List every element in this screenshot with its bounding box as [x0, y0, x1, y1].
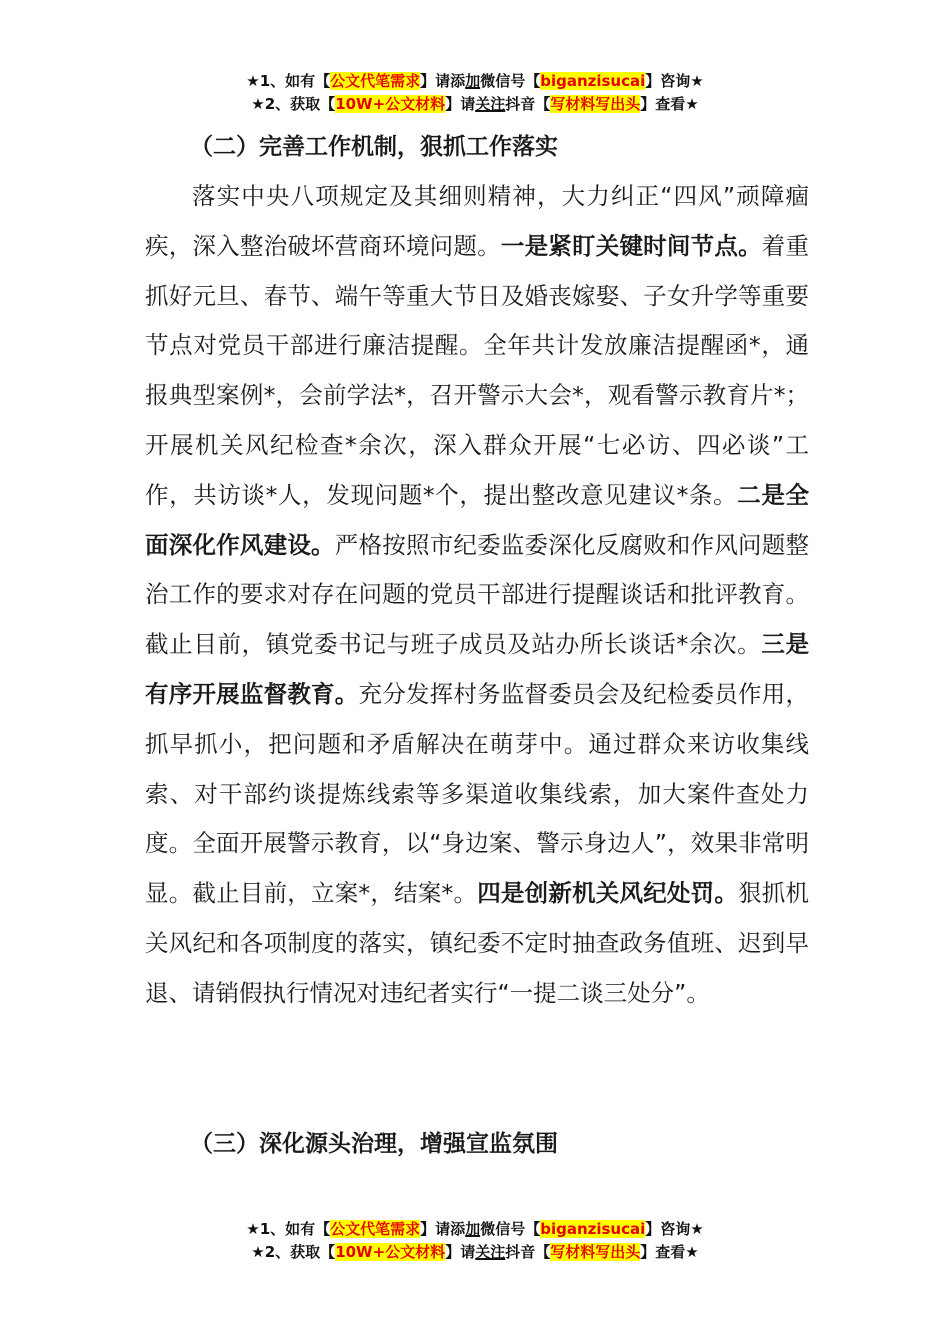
banner-highlight: 写材料写出头: [550, 1243, 641, 1261]
banner-text: 微信号【: [480, 1220, 541, 1238]
banner-text: 】请: [445, 1243, 476, 1261]
banner-highlight: biganzisucai: [540, 72, 646, 90]
paragraph-text: 落实中央八项规定及其细则精神，大力纠正“四风”顽障痼疾，深入整治破坏营商环境问题。: [145, 182, 809, 260]
banner-text: 】请: [445, 95, 476, 113]
section-heading-3: （三）深化源头治理，增强宣监氛围: [190, 1131, 558, 1157]
banner-text: 抖音【: [505, 1243, 551, 1261]
banner-text: 】查看★: [640, 95, 699, 113]
banner-text: 】查看★: [640, 1243, 699, 1261]
item-title: 四是创新机关风纪处罚。: [477, 879, 739, 908]
banner-line-2: [0, 93, 950, 116]
banner-text: ★1、如有【: [246, 1220, 331, 1238]
banner-highlight: 写材料写出头: [550, 95, 641, 113]
banner-line-2: [0, 1241, 950, 1264]
footer-banner: [0, 1218, 950, 1264]
item-title: 二是全面深化作风建设。: [145, 480, 810, 559]
item-title: 三是有序开展监督教育。: [145, 630, 810, 708]
banner-text: 】请添: [420, 72, 466, 90]
section-heading-2: （二）完善工作机制，狠抓工作落实: [190, 134, 558, 160]
banner-text: 关注: [475, 1243, 506, 1261]
banner-text: 加: [465, 72, 481, 90]
banner-highlight: biganzisucai: [540, 1220, 646, 1238]
banner-text: 】咨询★: [645, 72, 704, 90]
banner-text: 】咨询★: [645, 1220, 704, 1238]
banner-text: ★2、获取【: [251, 1243, 336, 1261]
banner-line-1: [0, 70, 950, 93]
banner-text: 微信号【: [480, 72, 541, 90]
banner-text: 】请添: [420, 1220, 466, 1238]
banner-highlight: 10W+公文材料: [335, 1243, 446, 1261]
banner-text: ★1、如有【: [246, 72, 331, 90]
banner-text: 抖音【: [505, 95, 551, 113]
body-paragraph: [145, 172, 809, 1019]
banner-line-1: [0, 1218, 950, 1241]
banner-text: ★2、获取【: [251, 95, 336, 113]
paragraph-text: 着重抓好元旦、春节、端午等重大节日及婚丧嫁娶、子女升学等重要节点对党员干部进行廉洁提醒。全年共计发放廉洁提醒函*，通报典型案例*，会前学法*，召开警示大会*，观看警示教育片*；开展机关风纪检查*余次，深入群众开展“七必访、四必谈”工作，共访谈*人，发现问题*个，提出整改意见建议*条。: [145, 231, 810, 509]
header-banner: [0, 70, 950, 116]
paragraph-text: 严格按照市纪委监委深化反腐败和作风问题整治工作的要求对存在问题的党员干部进行提醒谈话和批评教育。截止目前，镇党委书记与班子成员及站办所长谈话*余次。: [145, 530, 810, 659]
banner-highlight: 10W+公文材料: [335, 95, 446, 113]
item-title: 一是紧盯关键时间节点。: [500, 231, 762, 260]
paragraph-text: 狠抓机关风纪和各项制度的落实，镇纪委不定时抽查政务值班、迟到早退、请销假执行情况对违纪者实行“一提二谈三处分”。: [145, 879, 810, 1007]
paragraph-text: 充分发挥村务监督委员会及纪检委员作用，抓早抓小，把问题和矛盾解决在萌芽中。通过群众来访收集线索、对干部约谈提炼线索等多渠道收集线索，加大案件查处力度。全面开展警示教育，以“身边案、警示身边人”，效果非常明显。截止目前，立案*，结案*。: [145, 679, 809, 908]
banner-text: 加: [465, 1220, 481, 1238]
banner-highlight: 公文代笔需求: [330, 1220, 421, 1238]
banner-highlight: 公文代笔需求: [330, 72, 421, 90]
banner-text: 关注: [475, 95, 506, 113]
